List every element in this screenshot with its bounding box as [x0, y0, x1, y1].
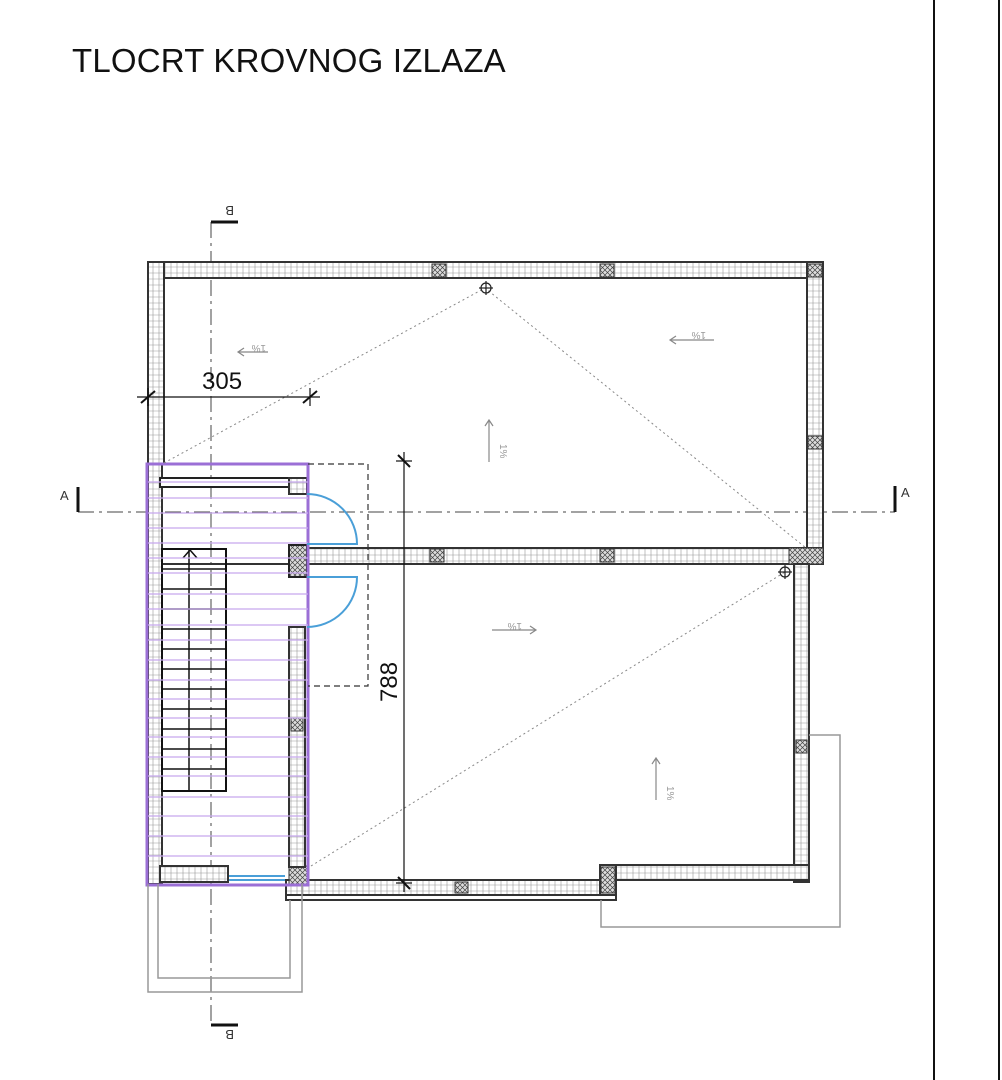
terrace-outlines: [148, 735, 840, 992]
staircase: [162, 549, 226, 791]
section-b-bottom-label: B: [225, 1027, 234, 1042]
svg-text:1%: 1%: [497, 444, 508, 459]
svg-text:1%: 1%: [691, 329, 706, 340]
roof-drain-icons: [479, 281, 792, 579]
svg-text:1%: 1%: [507, 620, 522, 631]
stair-highlight-overlay: [147, 464, 308, 885]
drawing-title: TLOCRT KROVNOG IZLAZA: [72, 42, 506, 79]
section-a-left-label: A: [60, 488, 69, 503]
upper-roof-walls: [148, 262, 823, 564]
section-a-right-label: A: [901, 485, 910, 500]
svg-text:1%: 1%: [251, 342, 266, 353]
section-b-top-label: B: [225, 203, 234, 218]
dimension-788: [376, 452, 412, 892]
roof-slope-lines: [164, 288, 806, 866]
lower-roof-walls: [286, 564, 809, 900]
dashed-outline: [308, 464, 368, 686]
dimension-788-label: 788: [376, 661, 403, 702]
section-line-b: [211, 203, 238, 1042]
dimension-305-label: 305: [202, 368, 243, 395]
svg-text:1%: 1%: [664, 786, 675, 801]
stair-shaft-walls: [148, 464, 307, 884]
